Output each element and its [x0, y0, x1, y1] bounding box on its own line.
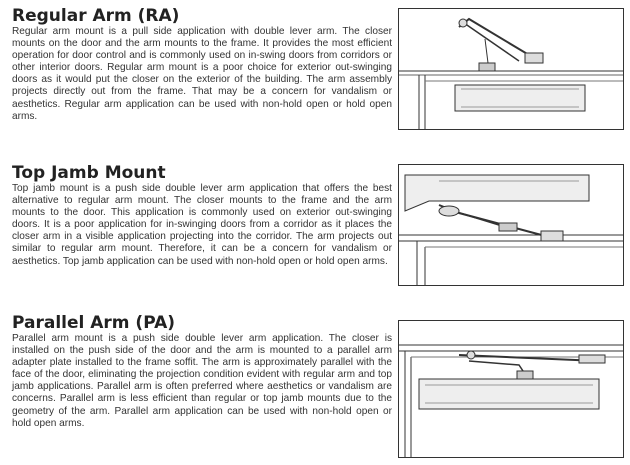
top-jamb-illustration	[398, 164, 624, 286]
parallel-arm-closer-icon	[399, 321, 623, 457]
section-heading: Parallel Arm (PA)	[12, 313, 176, 333]
section-parallel-arm	[12, 313, 392, 430]
section-regular-arm	[12, 6, 392, 123]
section-heading: Regular Arm (RA)	[12, 6, 180, 26]
section-heading: Top Jamb Mount	[12, 163, 166, 183]
section-top-jamb	[12, 163, 392, 268]
parallel-arm-illustration	[398, 320, 624, 458]
section-body: Top jamb mount is a push side double lever arm application that offers the best alternative to regular arm mount. The closer mounts to the frame and the arm mounts to the door. This application is commonly used on exterior out-swinging doors. It is a poor application for in-swinging doors from a corridor as it places the closer arm in a visible application projecting into the corridor. The arm projects out similar to regular arm mount. Therefore, it can be a concern for vandalism or aesthetics. Top jamb application can be used with non-hold open or hold open arms.	[12, 183, 392, 267]
regular-arm-illustration	[398, 8, 624, 130]
section-body: Parallel arm mount is a push side double lever arm application. The closer is installed on the push side of the door and the arm is mounted to a parallel arm adapter plate installed to the frame soffit. The arm is approximately parallel with the face of the door, eliminating the projection condition evident with regular arm and top jamb applications. Parallel arm is often preferred where aesthetics or vandalism are concerns. Parallel arm is less efficient than regular or top jamb mounts due to the geometry of the arm. Parallel arm application can be used with non-hold open or hold open arms.	[12, 333, 392, 429]
regular-arm-closer-icon	[399, 9, 623, 129]
top-jamb-closer-icon	[399, 165, 623, 285]
section-body: Regular arm mount is a pull side application with double lever arm. The closer mounts on the door and the arm mounts to the frame. It provides the most efficient operation for door control and is commonly used on in-swing doors from corridors or other interior doors. Regular arm mount is a poor choice for exterior out-swinging doors as it would put the closer on the exterior of the building. The arm assembly projects directly out from the frame. That may be a concern for vandalism or aesthetics. Regular arm application can be used with non-hold open or hold open arms.	[12, 26, 392, 122]
